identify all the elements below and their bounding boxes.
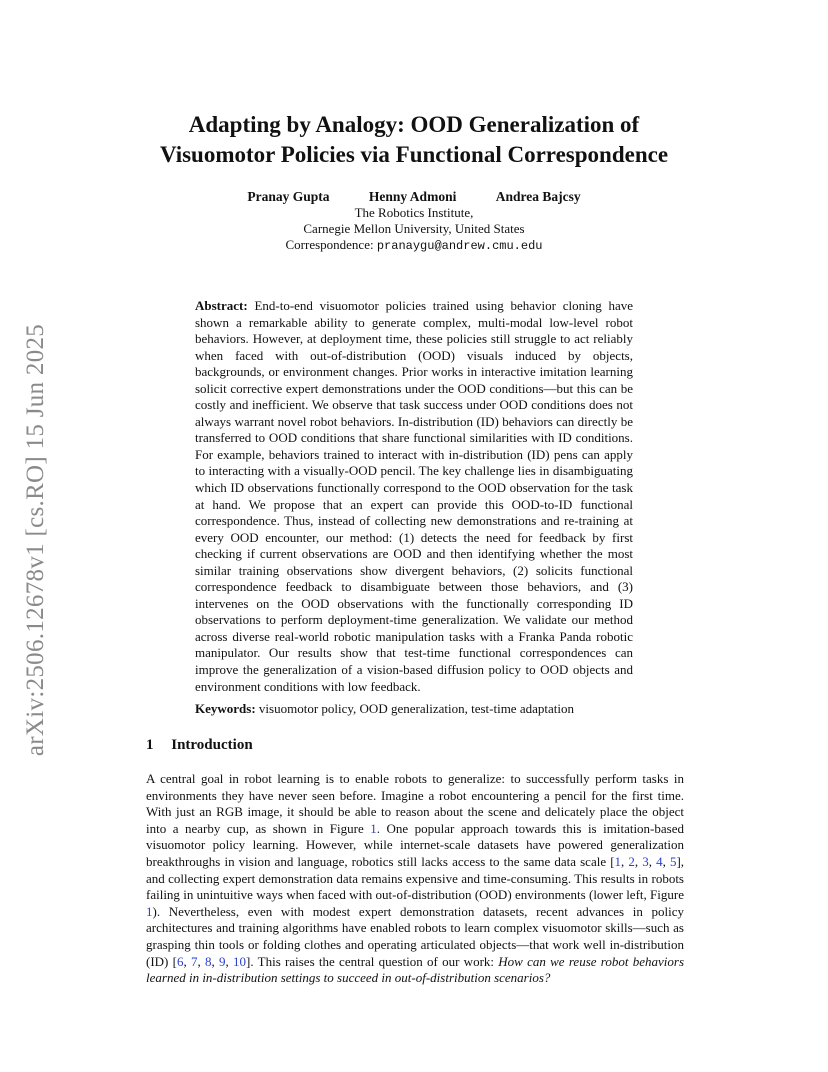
citation-10[interactable]: 10 — [233, 953, 247, 969]
correspondence-line — [100, 237, 728, 254]
figure-1-reference-2[interactable]: 1 — [146, 903, 153, 919]
citation-2[interactable]: 2 — [628, 853, 635, 869]
correspondence-email[interactable]: pranaygu@andrew.cmu.edu — [376, 239, 543, 253]
introduction-paragraph: A central goal in robot learning is to enable robots to generalize: to successfully perform tasks in environments they have never seen before. Imagine a robot encountering a pencil for the first time. With just an RGB image, it should be able to reason about the scene and delicately place the object into a nearby cup, as shown in Figure 1. One popular approach towards this is imitation-based visuomotor policy learning. However, while internet-scale datasets have powered generalization breakthroughs in vision and language, robotics still lacks access to the same data scale [1, 2, 3, 4, 5], and collecting expert demonstration data remains expensive and time-consuming. This results in robots failing in unintuitive ways when faced with out-of-distribution (OOD) environments (lower left, Figure 1). Nevertheless, even with modest expert demonstration datasets, recent advances in policy architectures and training algorithms have enabled robots to learn complex visuomotor skills—such as grasping thin tools or folding clothes and operating articulated objects—that work well in-distribution (ID) [6, 7, 8, 9, 10]. This raises the central question of our work: How can we reuse robot behaviors learned in in-distribution settings to succeed in out-of-distribution scenarios? — [146, 771, 685, 986]
keywords-label: Keywords: — [195, 701, 256, 716]
author-1: Pranay Gupta — [247, 189, 330, 204]
citation-7[interactable]: 7 — [191, 953, 198, 969]
section-number: 1 — [146, 737, 154, 753]
citation-4[interactable]: 4 — [656, 853, 663, 869]
abstract-text: End-to-end visuomotor policies trained using behavior cloning have shown a remarkable ability to generate complex, multi-modal low-level robot behaviors. However, at deployment time, these policies still struggle to act reliably when faced with out-of-distribution (OOD) visuals induced by objects, backgrounds, or environment changes. Prior works in interactive imitation learning solicit corrective expert demonstrations under the OOD conditions—but this can be costly and inefficient. We observe that task success under OOD conditions does not always warrant novel robot behaviors. In-distribution (ID) behaviors can directly be transferred to OOD conditions that share functional similarities with ID conditions. For example, behaviors trained to interact with in-distribution (ID) pens can apply to interacting with a visually-OOD pencil. The key challenge lies in disambiguating which ID observations functionally correspond to the OOD observation for the task at hand. We propose that an expert can provide this OOD-to-ID functional correspondence. Thus, instead of collecting new demonstrations and re-training at every OOD encounter, our method: (1) detects the need for feedback by first checking if current observations are OOD and then identifying whether the most similar training observations show divergent behaviors, (2) solicits functional correspondence feedback to disambiguate between those behaviors, and (3) intervenes on the OOD observations with the functionally corresponding ID observations to perform deployment-time generalization. We validate our method across diverse real-world robotic manipulation tasks with a Franka Panda robotic manipulator. Our results show that test-time functional correspondences can improve the generalization of a vision-based diffusion policy to OOD objects and environment conditions with low feedback. — [195, 298, 633, 694]
central-question: How can we reuse robot behaviors learned in in-distribution settings to succeed in out-of-distribution scenarios? — [146, 953, 685, 986]
section-heading-introduction — [146, 737, 253, 754]
citation-6[interactable]: 6 — [176, 953, 184, 969]
intro-text-5: ]. This raises the central question of our work: — [246, 953, 499, 969]
affiliation-institute: The Robotics Institute, — [354, 205, 474, 220]
intro-text-4: ). Nevertheless, even with modest expert demonstration datasets, recent advances in policy architectures and training algorithms have enabled robots to learn complex visuomotor skills—such as grasping thin tools or folding clothes and operating articulated objects—that work well in-distribution (ID) [ — [146, 903, 684, 969]
author-3: Andrea Bajcsy — [495, 189, 581, 204]
citation-3[interactable]: 3 — [642, 853, 649, 869]
title-line-1: Adapting by Analogy: OOD Generalization of — [188, 112, 640, 137]
correspondence-label: Correspondence: — [285, 237, 374, 252]
paper-title — [100, 110, 728, 170]
intro-text-3: ], and collecting expert demonstration data remains expensive and time-consuming. This results in robots failing in unintuitive ways when faced with out-of-distribution (OOD) environments (lower left, Figure — [146, 853, 685, 903]
affiliation-university: Carnegie Mellon University, United States — [303, 221, 525, 236]
intro-text-2: . One popular approach towards this is imitation-based visuomotor policy learning. However, while internet-scale datasets have powered generalization breakthroughs in vision and language, robotics still lacks access to the same data scale [ — [146, 820, 684, 869]
keywords-text: visuomotor policy, OOD generalization, test-time adaptation — [258, 701, 574, 716]
figure-1-reference[interactable]: 1 — [370, 820, 377, 836]
abstract-label: Abstract: — [195, 298, 248, 313]
citation-8[interactable]: 8 — [205, 953, 212, 969]
intro-text-1: A central goal in robot learning is to enable robots to generalize: to successfully perform tasks in environments they have never seen before. Imagine a robot encountering a pencil for the first time. With just an RGB image, it should be able to reason about the scene and delicately place the object into a nearby cup, as shown in Figure — [146, 771, 684, 836]
author-list — [100, 189, 728, 205]
section-title: Introduction — [171, 737, 253, 753]
abstract — [195, 298, 633, 695]
arxiv-identifier: arXiv:2506.12678v1 [cs.RO] 15 Jun 2025 — [22, 323, 49, 757]
author-2: Henny Admoni — [368, 189, 457, 204]
affiliation-block — [100, 205, 728, 254]
citation-5[interactable]: 5 — [669, 853, 677, 869]
keywords — [195, 701, 633, 717]
citation-9[interactable]: 9 — [219, 953, 226, 969]
title-line-2: Visuomotor Policies via Functional Correspondence — [159, 142, 669, 167]
citation-1[interactable]: 1 — [614, 853, 622, 869]
